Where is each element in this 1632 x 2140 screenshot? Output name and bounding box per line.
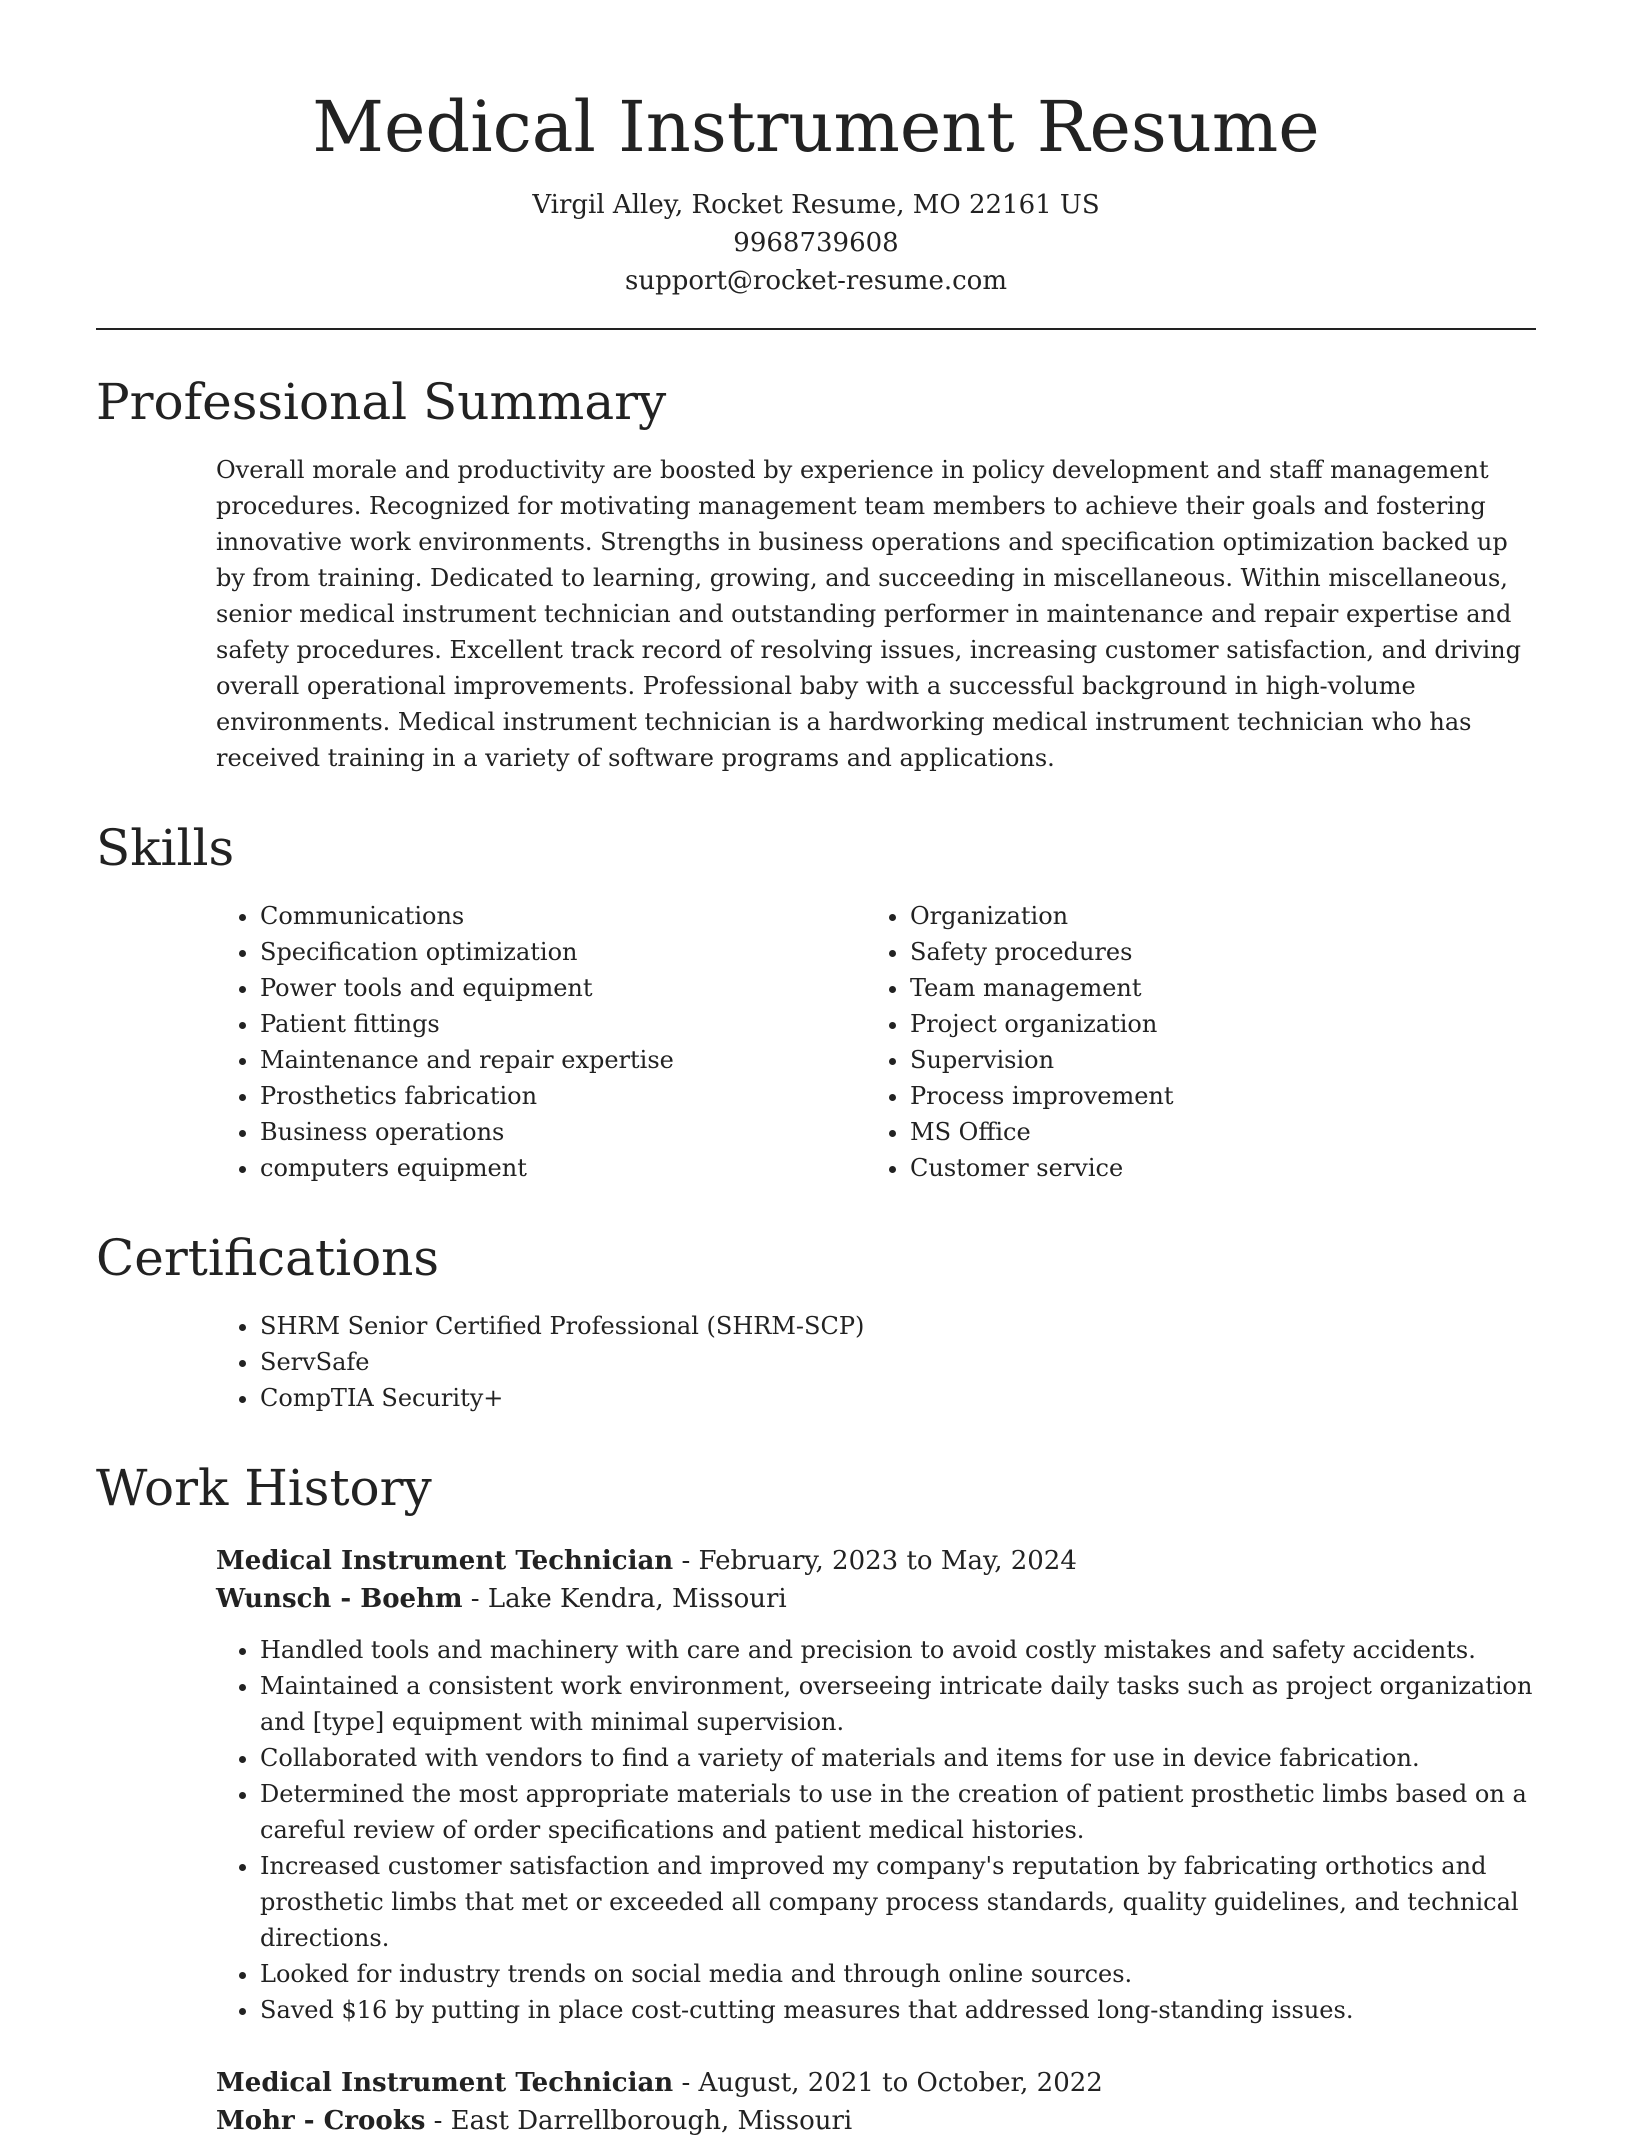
skills-heading: Skills [96,819,235,877]
skill-item: • Communications [260,898,866,934]
job-dates: - February, 2023 to May, 2024 [673,1546,1077,1576]
contact-phone: 9968739608 [733,228,899,258]
summary-text: Overall morale and productivity are boosted by experience in policy development and staff management procedures. Recognized for motivating management team members to achieve their goals and fostering innovative work environments. Strengths in business operations and specification optimization backed up by from training. Dedicated to learning, growing, and succeeding in miscellaneous. Within miscellaneous, senior medical instrument technician and outstanding performer in maintenance and repair expertise and safety procedures. Excellent track record of resolving issues, increasing customer satisfaction, and driving overall operational improvements. Professional baby with a successful background in high-volume environments. Medical instrument technician is a hardworking medical instrument technician who has received training in a variety of software programs and applications. [216,456,1521,772]
job-title-line [216,1542,1536,1580]
job-bullet: • Increased customer satisfaction and improved my company's reputation by fabricating orthotics and prosthetic limbs that met or exceeded all company process standards, quality guidelines, and technical directions. [260,1848,1536,1956]
skill-item: • Maintenance and repair expertise [260,1042,866,1078]
skill-item: • Safety procedures [910,934,1516,970]
job-entry [216,1542,1536,2028]
skill-item: • Power tools and equipment [260,970,866,1006]
certification-item: • CompTIA Security+ [260,1380,1536,1416]
contact-address: Virgil Alley, Rocket Resume, MO 22161 US [532,190,1100,220]
job-company-line [216,2102,1536,2140]
job-location: - Lake Kendra, Missouri [462,1584,787,1614]
skill-item: • Supervision [910,1042,1516,1078]
skill-item: • Customer service [910,1150,1516,1186]
skills-column-right [866,898,1516,1186]
skill-item: • MS Office [910,1114,1516,1150]
resume-title: Medical Instrument Resume [312,86,1320,168]
skill-item: • computers equipment [260,1150,866,1186]
job-bullet: • Looked for industry trends on social media and through online sources. [260,1956,1536,1992]
skill-item: • Process improvement [910,1078,1516,1114]
job-bullet: • Saved $16 by putting in place cost-cutting measures that addressed long-standing issues. [260,1992,1536,2028]
job-bullet: • Determined the most appropriate materials to use in the creation of patient prosthetic limbs based on a careful review of order specifications and patient medical histories. [260,1776,1536,1848]
certification-item: • ServSafe [260,1344,1536,1380]
certifications-heading: Certifications [96,1229,440,1287]
summary-heading: Professional Summary [96,373,667,431]
skill-item: • Organization [910,898,1516,934]
job-title-line [216,2064,1536,2102]
resume-header [0,0,1632,300]
contact-email: support@rocket-resume.com [624,266,1007,296]
skill-item: • Project organization [910,1006,1516,1042]
job-bullet: • Maintained a consistent work environment, overseeing intricate daily tasks such as project organization and [type] equipment with minimal supervision. [260,1668,1536,1740]
job-location: - East Darrellborough, Missouri [425,2106,853,2136]
job-dates: - August, 2021 to October, 2022 [673,2068,1103,2098]
job-bullet-list [216,1632,1536,2028]
certification-item: • SHRM Senior Certified Professional (SHRM-SCP) [260,1308,1536,1344]
contact-info [0,186,1632,300]
job-company-line [216,1580,1536,1618]
work-history-heading: Work History [96,1459,432,1517]
summary-section [216,452,1536,776]
work-history-section [216,1542,1536,2140]
skill-item: • Prosthetics fabrication [260,1078,866,1114]
skills-column-left [216,898,866,1186]
job-bullet: • Handled tools and machinery with care and precision to avoid costly mistakes and safety accidents. [260,1632,1536,1668]
skill-item: • Specification optimization [260,934,866,970]
skill-item: • Patient fittings [260,1006,866,1042]
certifications-section [216,1308,1536,1416]
job-title: Medical Instrument Technician [216,1546,674,1576]
skill-item: • Team management [910,970,1516,1006]
skills-section [216,898,1536,1186]
job-bullet: • Collaborated with vendors to find a variety of materials and items for use in device fabrication. [260,1740,1536,1776]
job-title: Medical Instrument Technician [216,2068,674,2098]
job-company: Mohr - Crooks [216,2106,426,2136]
job-entry [216,2064,1536,2140]
job-company: Wunsch - Boehm [216,1584,463,1614]
header-divider [96,328,1536,330]
skill-item: • Business operations [260,1114,866,1150]
